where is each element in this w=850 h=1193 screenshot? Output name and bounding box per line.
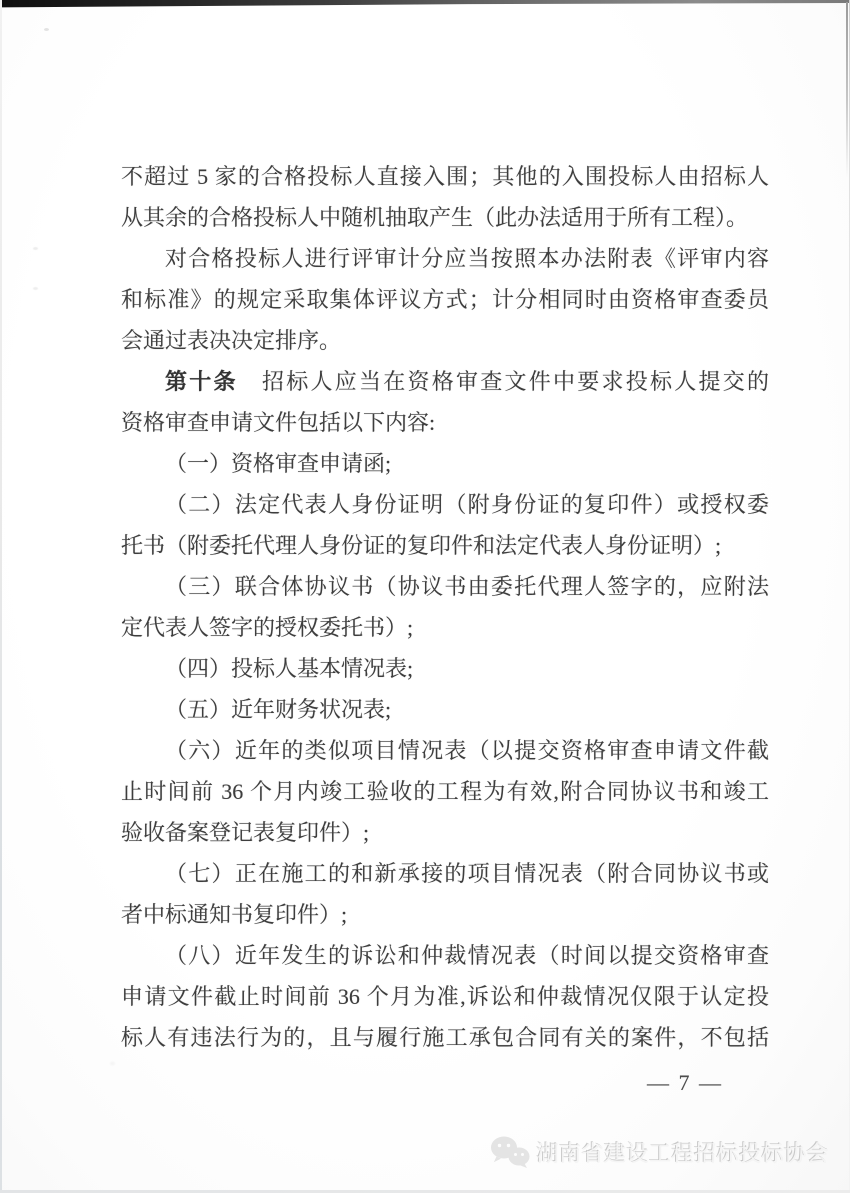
text-line: （七）正在施工的和新承接的项目情况表（附合同协议书或 [165, 861, 769, 886]
article-number: 第十条 [165, 369, 238, 394]
text-line: 标人有违法行为的，且与履行施工承包合同有关的案件，不包括 [121, 1025, 769, 1050]
text-line: （五）近年财务状况表; [165, 697, 392, 722]
text-line: （三）联合体协议书（协议书由委托代理人签字的，应附法 [165, 574, 769, 599]
text-line: 第十条 招标人应当在资格审查文件中要求投标人提交的 [165, 369, 769, 394]
text-line: 和标准》的规定采取集体评议方式；计分相同时由资格审查委员 [121, 287, 769, 312]
text-line: 会通过表决决定排序。 [121, 328, 342, 353]
page-number: — 7 — [647, 1070, 723, 1095]
scan-edge-left [0, 0, 2, 1193]
text-line: 验收备案登记表复印件）; [121, 820, 370, 845]
scan-speck [44, 28, 49, 31]
text-line: 资格审查申请文件包括以下内容: [121, 410, 436, 435]
text-line: 止时间前 36 个月内竣工验收的工程为有效,附合同协议书和竣工 [121, 779, 769, 804]
document-lines [121, 156, 769, 1058]
text-line: 托书（附委托代理人身份证的复印件和法定代表人身份证明）; [121, 533, 722, 558]
text-line: （八）近年发生的诉讼和仲裁情况表（时间以提交资格审查 [165, 943, 769, 968]
text-line: 申请文件截止时间前 36 个月为准,诉讼和仲裁情况仅限于认定投 [121, 984, 769, 1009]
text-line: 定代表人签字的授权委托书）; [121, 615, 414, 640]
text-line: 者中标通知书复印件）; [121, 902, 348, 927]
scan-edge-right [846, 2, 848, 178]
text-line: 不超过 5 家的合格投标人直接入围；其他的入围投标人由招标人 [121, 164, 769, 189]
wechat-watermark [489, 1132, 829, 1172]
text-line: 从其余的合格投标人中随机抽取产生（此办法适用于所有工程）。 [121, 205, 749, 230]
document-body [121, 156, 769, 1099]
text-line: 对合格投标人进行评审计分应当按照本办法附表《评审内容 [165, 246, 769, 271]
watermark-text: 湖南省建设工程招标投标协会 [536, 1140, 829, 1166]
scan-edge-top [0, 0, 850, 8]
text-line: （四）投标人基本情况表; [165, 656, 414, 681]
text-line: （二）法定代表人身份证明（附身份证的复印件）或授权委 [165, 492, 769, 517]
text-line: （一）资格审查申请函; [165, 451, 392, 476]
wechat-icon [489, 1134, 531, 1171]
text-line: （六）近年的类似项目情况表（以提交资格审查申请文件截 [165, 738, 769, 763]
